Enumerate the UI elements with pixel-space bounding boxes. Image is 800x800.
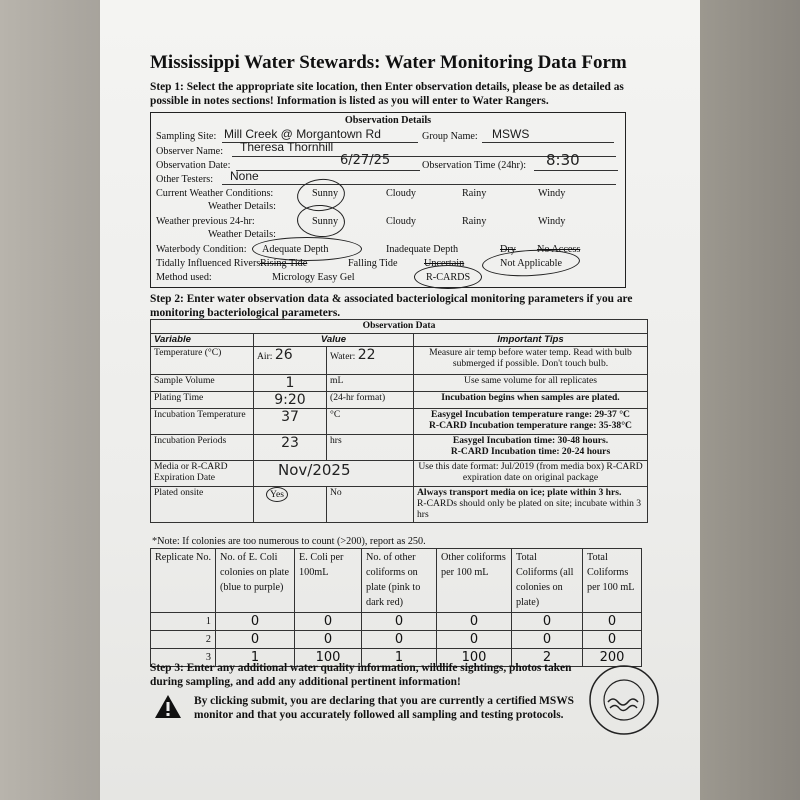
waterbody-no-access[interactable]: No Access: [537, 244, 581, 255]
disclaimer-text: By clicking submit, you are declaring that you are currently a certified MSWS monitor and that you accurately followed all sampling and testing protocols.: [194, 695, 574, 721]
rep-cell[interactable]: 0: [295, 613, 362, 631]
incubation-temp-tip-easygel: Easygel Incubation temperature range: 29-37 °C: [431, 409, 630, 420]
volume-value[interactable]: 1: [254, 375, 327, 392]
tidal-label: Tidally Influenced Rivers:: [156, 258, 264, 269]
method-label: Method used:: [156, 272, 212, 283]
temperature-tip: Measure air temp before water temp. Read with bulb submerged if possible. Don't touch bulb.: [414, 347, 648, 375]
water-label: Water:: [330, 351, 356, 362]
rep-header-total-count: Total Coliforms (all colonies on plate): [512, 549, 583, 613]
col-variable: Variable: [151, 334, 254, 347]
observation-details-header: Observation Details: [344, 115, 432, 126]
tidal-not-applicable[interactable]: Not Applicable: [500, 258, 562, 269]
incubation-temp-tip-rcard: R-CARD Incubation temperature range: 35-38°C: [429, 420, 632, 431]
plated-tip-rcard: R-CARDs should only be plated on site; incubate within 3 hrs: [417, 498, 642, 520]
method-easygel[interactable]: Micrology Easy Gel: [272, 272, 355, 283]
rep-cell[interactable]: 0: [362, 613, 437, 631]
current-weather-sunny[interactable]: Sunny: [312, 188, 339, 199]
media-expiration-value[interactable]: Nov/2025: [254, 461, 414, 487]
rep-cell[interactable]: 100: [437, 649, 512, 667]
msws-logo: [588, 664, 660, 736]
waterbody-dry[interactable]: Dry: [500, 244, 516, 255]
plated-onsite-label: Plated onsite: [151, 487, 254, 523]
col-tips: Important Tips: [414, 334, 648, 347]
incubation-temp-value[interactable]: 37: [254, 409, 327, 435]
form-paper: [100, 0, 700, 800]
rep-cell[interactable]: 1: [362, 649, 437, 667]
volume-tip: Use same volume for all replicates: [414, 375, 648, 392]
rep-cell[interactable]: 2: [512, 649, 583, 667]
prev-weather-rainy[interactable]: Rainy: [462, 216, 487, 227]
prev-weather-label: Weather previous 24-hr:: [156, 216, 255, 227]
plating-value[interactable]: 9:20: [254, 392, 327, 409]
rep-cell[interactable]: 0: [512, 631, 583, 649]
rep-cell[interactable]: 0: [216, 631, 295, 649]
date-line: [236, 170, 420, 171]
media-expiration-tip: Use this date format: Jul/2019 (from media box) R-CARD expiration date on original package: [414, 461, 648, 487]
other-testers-line: [222, 184, 616, 185]
volume-label: Sample Volume: [151, 375, 254, 392]
table-row: [151, 613, 642, 631]
tidal-rising[interactable]: Rising Tide: [260, 258, 308, 269]
step1-instructions: Step 1: Select the appropriate site location, then Enter observation details, please be as detailed as possible in notes sections! Information is listed as you will enter to Water Rangers.: [150, 81, 624, 107]
rep-cell[interactable]: 0: [216, 613, 295, 631]
temperature-label: Temperature (°C): [151, 347, 254, 375]
incubation-period-unit: hrs: [327, 435, 414, 461]
prev-weather-sunny[interactable]: Sunny: [312, 216, 339, 227]
incubation-period-value[interactable]: 23: [254, 435, 327, 461]
rep-cell[interactable]: 0: [512, 613, 583, 631]
observation-data-header: Observation Data: [151, 320, 648, 334]
background-right: [700, 0, 800, 800]
other-testers-value[interactable]: None: [230, 169, 259, 183]
incubation-period-label: Incubation Periods: [151, 435, 254, 461]
incubation-period-tip-easygel: Easygel Incubation time: 30-48 hours.: [452, 435, 609, 446]
plating-tip: Incubation begins when samples are plated.: [414, 392, 648, 409]
observation-data-table: [150, 319, 648, 523]
warning-icon: [154, 694, 182, 719]
current-weather-rainy[interactable]: Rainy: [462, 188, 487, 199]
date-value[interactable]: 6/27/25: [340, 153, 391, 168]
other-testers-label: Other Testers:: [156, 174, 214, 185]
rep-header-other-count: No. of other coliforms on plate (pink to dark red): [362, 549, 437, 613]
waterbody-label: Waterbody Condition:: [156, 244, 247, 255]
incubation-temp-unit: °C: [327, 409, 414, 435]
rep-cell[interactable]: 0: [583, 613, 642, 631]
rep-cell[interactable]: 0: [437, 613, 512, 631]
waterbody-adequate[interactable]: Adequate Depth: [262, 244, 329, 255]
rep-header-other-per100: Other coliforms per 100 mL: [437, 549, 512, 613]
time-line: [534, 170, 618, 171]
step3-instructions: Step 3: Enter any additional water quality information, wildlife sightings, photos taken during sampling, and add any additional pertinent information!: [150, 662, 572, 688]
plated-yes[interactable]: Yes: [266, 487, 288, 502]
sampling-site-value[interactable]: Mill Creek @ Morgantown Rd: [224, 127, 381, 141]
rep-row-no: 1: [151, 613, 216, 631]
rep-cell[interactable]: 0: [437, 631, 512, 649]
water-value[interactable]: 22: [357, 347, 376, 363]
form-title: Mississippi Water Stewards: Water Monitoring Data Form: [150, 52, 627, 73]
prev-weather-windy[interactable]: Windy: [538, 216, 566, 227]
current-weather-windy[interactable]: Windy: [538, 188, 566, 199]
group-name-value[interactable]: MSWS: [492, 127, 530, 141]
rep-cell[interactable]: 0: [295, 631, 362, 649]
incubation-period-tip-rcard: R-CARD Incubation time: 20-24 hours: [450, 446, 611, 457]
rep-row-no: 2: [151, 631, 216, 649]
observer-label: Observer Name:: [156, 146, 224, 157]
prev-weather-cloudy[interactable]: Cloudy: [386, 216, 417, 227]
current-weather-details-label: Weather Details:: [208, 201, 276, 212]
tidal-uncertain[interactable]: Uncertain: [424, 258, 465, 269]
sampling-site-label: Sampling Site:: [156, 131, 217, 142]
time-label: Observation Time (24hr):: [422, 160, 527, 171]
table-row: [151, 631, 642, 649]
tidal-falling[interactable]: Falling Tide: [348, 258, 398, 269]
group-name-label: Group Name:: [422, 131, 478, 142]
incubation-temp-label: Incubation Temperature: [151, 409, 254, 435]
plating-unit: (24-hr format): [327, 392, 414, 409]
rep-header-no: Replicate No.: [151, 549, 216, 613]
rcards-circle: [414, 265, 482, 289]
rep-cell[interactable]: 200: [583, 649, 642, 667]
time-value[interactable]: 8:30: [546, 151, 580, 169]
plated-tip-transport: Always transport media on ice; plate within 3 hrs.: [417, 487, 622, 498]
current-weather-label: Current Weather Conditions:: [156, 188, 274, 199]
col-value: Value: [254, 334, 414, 347]
rep-header-ecoli-per100: E. Coli per 100mL: [295, 549, 362, 613]
method-rcards[interactable]: R-CARDS: [426, 272, 471, 283]
group-name-line: [482, 142, 614, 143]
waterbody-inadequate[interactable]: Inadequate Depth: [386, 244, 459, 255]
replicate-table: [150, 548, 642, 667]
rep-cell[interactable]: 0: [362, 631, 437, 649]
plated-no[interactable]: No: [327, 487, 414, 523]
current-weather-cloudy[interactable]: Cloudy: [386, 188, 417, 199]
air-value[interactable]: 26: [274, 347, 293, 363]
rep-cell[interactable]: 1: [216, 649, 295, 667]
rep-header-total-per100: Total Coliforms per 100 mL: [583, 549, 642, 613]
plating-label: Plating Time: [151, 392, 254, 409]
volume-unit: mL: [327, 375, 414, 392]
date-label: Observation Date:: [156, 160, 231, 171]
rep-row-no: 3: [151, 649, 216, 667]
step2-instructions: Step 2: Enter water observation data & associated bacteriological monitoring parameters if you are monitoring bacteriological parameters.: [150, 293, 633, 319]
rep-cell[interactable]: 0: [583, 631, 642, 649]
media-expiration-label: Media or R-CARD Expiration Date: [151, 461, 254, 487]
rep-header-ecoli-count: No. of E. Coli colonies on plate (blue to purple): [216, 549, 295, 613]
observer-value[interactable]: Theresa Thornhill: [240, 140, 334, 154]
background-left: [0, 0, 100, 800]
colonies-note: *Note: If colonies are too numerous to count (>200), report as 250.: [152, 536, 426, 547]
rep-cell[interactable]: 100: [295, 649, 362, 667]
prev-weather-details-label: Weather Details:: [208, 229, 276, 240]
air-label: Air:: [257, 351, 273, 362]
